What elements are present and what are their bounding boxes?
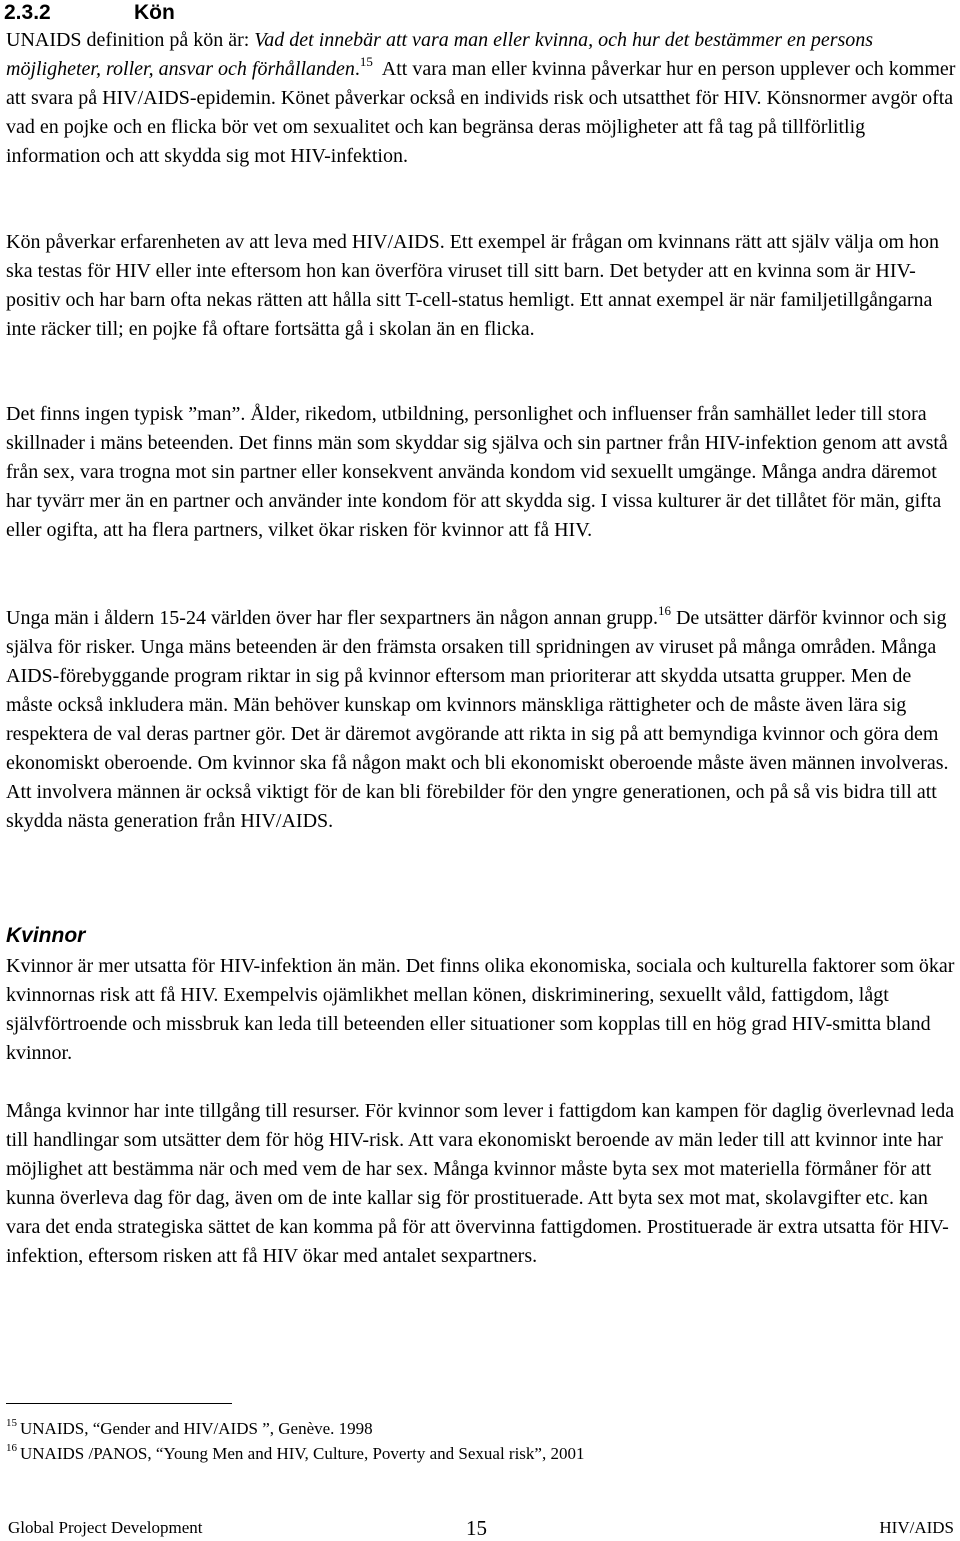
paragraph-no-typical-man: Det finns ingen typisk ”man”. Ålder, rikedom, utbildning, personlighet och influenser från samhället leder till stora skillnader i mäns beteenden. Det finns män som skyddar sig själva och sin partner från HIV-infektion genom att avstå från sex, vara trogna mot sin partner eller konsekvent använda kondom vid sexuellt umgänge. Många andra däremot har tyvärr mer än en partner och använder inte kondom för att skydda sig. I vissa kulturer är det tillåtet för män, gifta eller ogifta, att ha flera partners, vilket ökar risken för kvinnor att få HIV. [6,403,948,541]
footnote-16 [6,1442,946,1466]
paragraph-living-with-hiv: Kön påverkar erfarenheten av att leva med HIV/AIDS. Ett exempel är frågan om kvinnans rätt att själv välja om hon ska testas för HIV eller inte eftersom hon kan överföra viruset till sitt barn. Det betyder att en kvinna som är HIV-positiv och har barn ofta nekas rätten att hålla sitt T-cell-status hemligt. Ett annat exempel är när familjetillgångarna inte räcker till; en pojke få oftare fortsätta gå i skolan än en flicka. [6,231,939,340]
footnote-number: 16 [6,1442,17,1454]
paragraph-text: Att vara man eller kvinna påverkar hur en person upplever och kommer att svara på HIV/AIDS-epidemin. Könet påverkar också en individs risk och utsatthet för HIV. Könsnormer avgör ofta vad en pojke och en flicka bör vet om sexualitet och kan begränsa deras möjligheter att få tag på tillförlitlig information och att skydda sig mot HIV-infektion. [6,58,960,167]
subsection-heading-kvinnor: Kvinnor [6,924,86,947]
definition-quote: Vad det innebär att vara man eller kvinna, och hur det bestämmer en persons möjligheter, roller, ansvar och förhållanden [6,29,874,80]
section-heading [4,0,175,26]
paragraph-text: Unga män i åldern 15-24 världen över har fler sexpartners än någon annan grupp. [6,607,658,629]
paragraph-women-resources: Många kvinnor har inte tillgång till resurser. För kvinnor som lever i fattigdom kan kampen för daglig överlevnad leda till handlingar som utsätter dem för hög HIV-risk. Att vara ekonomiskt beroende av män leder till att kvinnor inte har möjlighet att bestämma när och med vem de har sex. Många kvinnor måste byta sex mot materiella förmåner för att kunna överleva dag för dag, även om de inte kallar sig för prostituerade. Att byta sex mot mat, skolavgifter etc. kan vara det enda strategiska sättet de kan komma på för att övervinna fattigdomen. Prostituerade är extra utsatta för HIV-infektion, eftersom risken att få HIV ökar med antalet sexpartners. [6,1100,955,1267]
paragraph-text: De utsätter därför kvinnor och sig själva för risker. Unga mäns beteenden är den främsta orsaken till spridningen av viruset på många områden. Många AIDS-förebyggande program riktar in sig på kvinnor eftersom man prioriterar att skydda utsatta grupper. Men de måste också inkludera män. Män behöver kunskap om kvinnors mänskliga rättigheter och de måste även lära sig respektera de val deras partner gör. Det är däremot avgörande att rikta in sig på att bemyndiga kvinnor och göra dem ekonomiskt oberoende. Om kvinnor ska få någon makt och bli ekonomiskt oberoende måste även männen involveras. Att involvera männen är också viktigt för de kan bli förebilder för den yngre generationen, och på så vis bidra till att skydda nästa generation från HIV/AIDS. [6,607,949,832]
footnote-text: UNAIDS /PANOS, “Young Men and HIV, Culture, Poverty and Sexual risk”, 2001 [20,1444,585,1463]
paragraph-young-men [6,604,956,836]
footnote-number: 15 [6,1417,17,1429]
paragraph-women-vulnerability: Kvinnor är mer utsatta för HIV-infektion än män. Det finns olika ekonomiska, sociala och kulturella faktorer som ökar kvinnornas risk att få HIV. Exempelvis ojämlikhet mellan könen, diskriminering, sexuellt våld, fattigdom, lågt självförtroende och missbruk kan leda till beteenden eller situationer som kopplas till en hög grad HIV-smitta bland kvinnor. [6,955,955,1064]
section-number: 2.3.2 [4,1,51,24]
footer-topic: HIV/AIDS [879,1518,954,1537]
footnote-divider [6,1403,232,1404]
section-title: Kön [134,1,175,24]
footer-organization: Global Project Development [8,1518,203,1537]
footnote-ref-16[interactable]: 16 [657,603,671,618]
paragraph-text: UNAIDS definition på kön är: [6,29,255,51]
paragraph-text: . [354,58,360,80]
footnote-text: UNAIDS, “Gender and HIV/AIDS ”, Genève. 1998 [20,1419,373,1438]
paragraph-gender-definition [6,26,960,171]
footnote-ref-15[interactable]: 15 [359,54,373,69]
page-footer [0,1515,960,1541]
page-number: 15 [466,1516,487,1540]
footnote-15 [6,1417,946,1441]
